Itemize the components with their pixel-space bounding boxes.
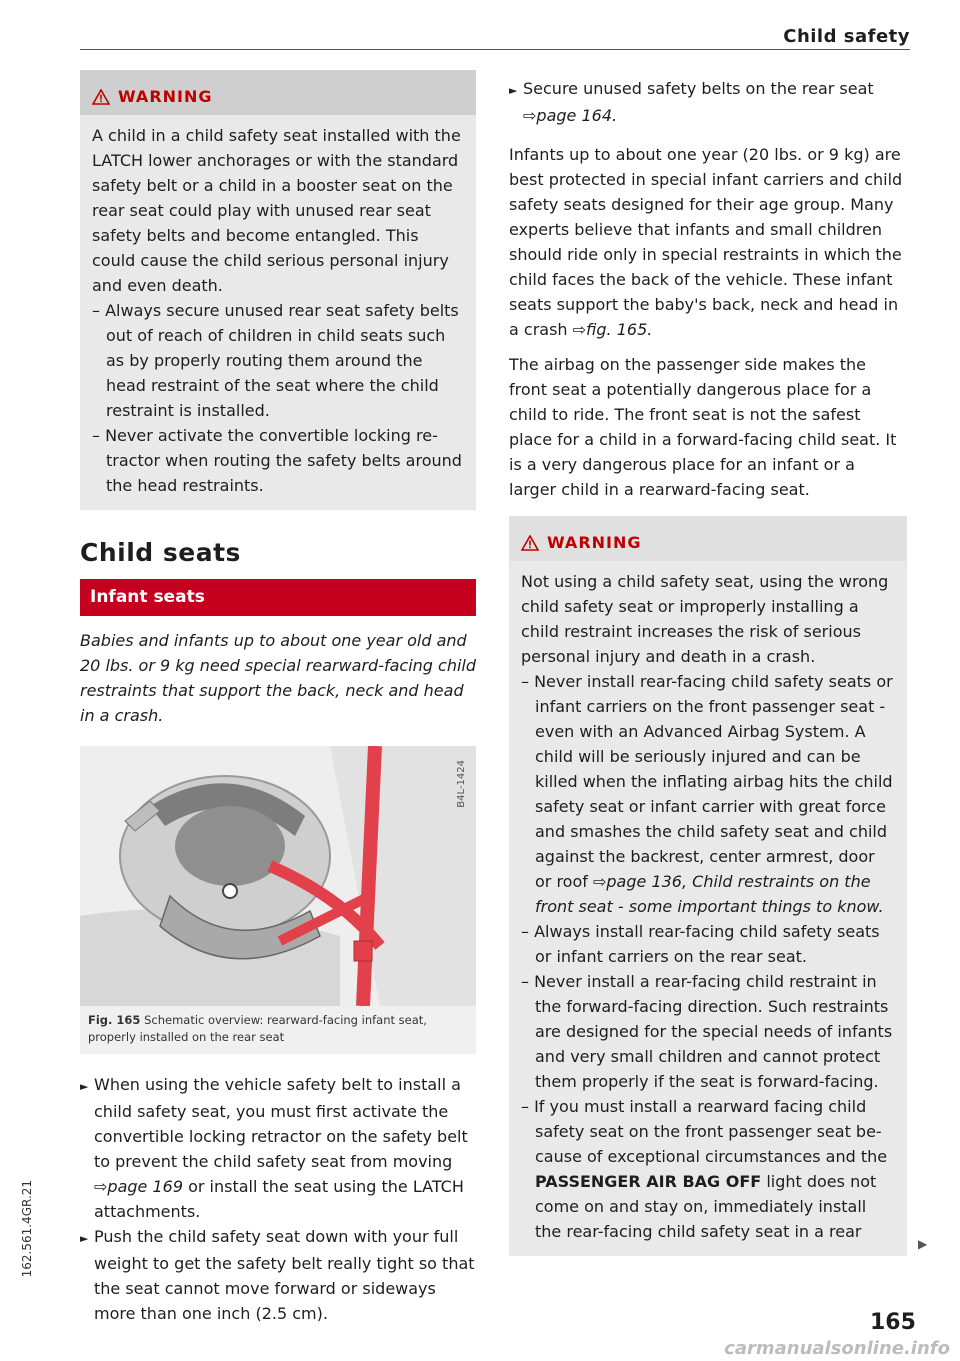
page-number: 165 [870,1310,916,1335]
bullet-triangle-icon: ► [509,84,518,97]
continue-arrow-icon: ▶ [918,1237,928,1251]
warning-item-text: – If you must install a rearward facing child safety seat on the front passenger seat be-cause of exceptional circumstances and the [521,1097,888,1166]
instruction-bullet [80,1072,476,1224]
figure-reference-text: fig. 165. [586,320,653,339]
warning-item [521,669,895,919]
watermark: carmanualsonline.info [724,1338,950,1359]
instruction-text: Secure unused safety belts on the rear seat [523,79,874,98]
figure-caption-text: Schematic overview: rearward-facing infant seat, properly installed on the rear seat [88,1013,427,1044]
infant-seat-figure [80,746,476,1006]
warning-box [509,516,907,1256]
airbag-paragraph: The airbag on the passenger side makes the front seat a potentially dangerous place for a child to ride. The front seat is not the safest place for a child in a forward-facing child seat. It is a very dangerous place for an infant or a larger child in a rearward-facing seat. [509,355,897,499]
warning-body: Not using a child safety seat, using the wrong child safety seat or improperly installing a child restraint increases the risk of serious personal injury and death in a crash. [521,572,889,666]
figure-reference-link[interactable]: ⇨fig. 165. [572,320,653,339]
warning-box [80,70,476,510]
bullet-triangle-icon: ► [80,1080,89,1093]
intro-text: Babies and infants up to about one year old and 20 lbs. or 9 kg need special rearward-facing child restraints that support the back, neck and head in a crash. [80,631,477,725]
paragraph-text: Infants up to about one year (20 lbs. or 9 kg) are best protected in special infant carriers and child safety seats designed for their age group. Many experts believe that infants and small children should ride only in special restraints in which the child faces the back of the vehicle. These infant seats support the baby's back, neck and head in a crash [509,145,903,339]
warning-triangle-icon [521,535,539,551]
page-reference-link[interactable]: ⇨page 136, Child restraints on the front seat - some important things to know. [535,872,884,916]
warning-body: A child in a child safety seat installed with the LATCH lower anchorages or with the standard safety belt or a child in a booster seat on the rear seat could play with unused rear seat safety belts and become entangled. This could cause the child serious personal injury and even death. [92,126,461,295]
warning-triangle-icon [92,89,110,105]
warning-item-text: light does not come on and stay on, immediately install the rear-facing child safety seat in a rear [535,1172,877,1241]
page-reference-text: page 136, Child restraints on the front seat - some important things to know. [535,872,884,916]
instruction-text: Push the child safety seat down with your full weight to get the safety belt really tight so that the seat cannot move forward or sideways more than one inch (2.5 cm). [94,1227,475,1323]
left-column [80,70,476,1326]
figure-caption [80,1006,476,1054]
document-code: 162.561.4GR.21 [20,1180,34,1278]
warning-label: WARNING [118,87,213,106]
page-reference-text: page 164. [536,106,618,125]
bullet-triangle-icon: ► [80,1232,89,1245]
instruction-text: When using the vehicle safety belt to install a child safety seat, you must first activate the convertible locking retractor on the safety belt to prevent the child safety seat from moving [94,1075,468,1171]
header-rule [80,49,910,50]
warning-item: – Never activate the convertible locking re-tractor when routing the safety belts around the head restraints. [92,426,462,495]
page-reference-text: page 169 [107,1177,183,1196]
warning-item: – Never install a rear-facing child restraint in the forward-facing direction. Such restraints are designed for the special needs of infants and very small children and cannot protect them properly if the seat is forward-facing. [521,972,893,1091]
instruction-bullet [80,1224,476,1326]
instruction-bullet [509,76,907,128]
heading-child-seats: Child seats [80,538,241,567]
warning-item: – Always install rear-facing child safety seats or infant carriers on the rear seat. [521,922,880,966]
page-reference-link[interactable]: ⇨page 164. [523,106,618,125]
figure-code: B4L-1424 [456,760,467,808]
warning-item: – Always secure unused rear seat safety belts out of reach of children in child seats such as by properly routing them around the head restraint of the seat where the child restraint is installed. [92,301,459,420]
subheading-infant-seats: Infant seats [80,579,476,616]
warning-label: WARNING [547,533,642,552]
instruction-text: or install the seat using the LATCH attachments. [94,1177,464,1221]
right-column [509,70,907,1256]
infant-seat-illustration [80,746,476,1006]
warning-header [509,516,907,561]
warning-header [80,70,476,115]
infant-paragraph [509,142,907,342]
passenger-airbag-off-label: PASSENGER AIR BAG OFF [535,1172,762,1191]
warning-item [521,1094,895,1244]
page-reference-link[interactable]: ⇨page 169 [94,1177,183,1196]
section-title: Child safety [783,26,910,47]
warning-item-text: – Never install rear-facing child safety seats or infant carriers on the front passenger seat - even with an Advanced Airbag System. A child will be seriously injured and can be killed when the inflating airbag hits the child safety seat or infant carrier with great force and smashes the child safety seat and child against the backrest, center armrest, door or roof [521,672,893,891]
figure-label: Fig. 165 [88,1013,141,1027]
